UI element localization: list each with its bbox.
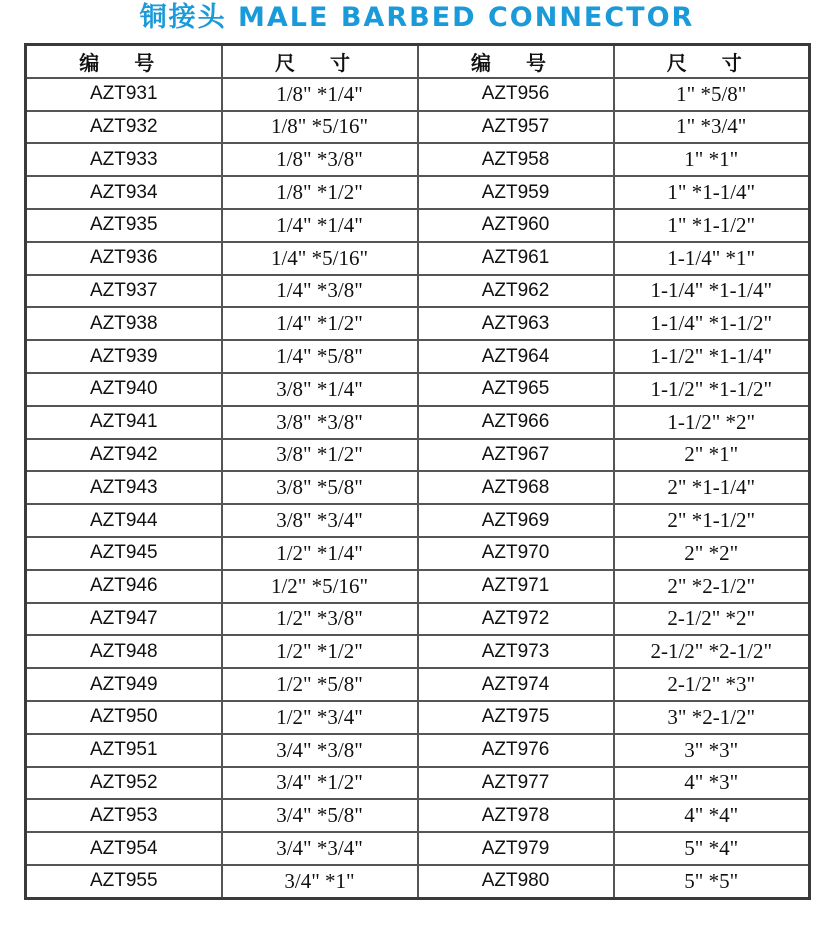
table-row: [26, 537, 810, 570]
code-cell: AZT943: [26, 471, 222, 504]
code-cell: AZT978: [418, 799, 614, 832]
size-cell: 1/8" *5/16": [222, 111, 418, 144]
code-cell: AZT973: [418, 635, 614, 668]
code-cell: AZT968: [418, 471, 614, 504]
table-row: [26, 373, 810, 406]
size-cell: 1-1/4" *1-1/4": [614, 275, 810, 308]
header-size-right: 尺 寸: [614, 45, 810, 78]
table-row: [26, 865, 810, 898]
code-cell: AZT970: [418, 537, 614, 570]
code-cell: AZT962: [418, 275, 614, 308]
code-cell: AZT945: [26, 537, 222, 570]
size-cell: 5" *4": [614, 832, 810, 865]
table-row: [26, 242, 810, 275]
code-cell: AZT956: [418, 78, 614, 111]
table-row: [26, 767, 810, 800]
code-cell: AZT967: [418, 439, 614, 472]
code-cell: AZT979: [418, 832, 614, 865]
code-cell: AZT952: [26, 767, 222, 800]
size-cell: 1/2" *5/16": [222, 570, 418, 603]
code-cell: AZT950: [26, 701, 222, 734]
size-cell: 1-1/2" *2": [614, 406, 810, 439]
size-cell: 1-1/2" *1-1/2": [614, 373, 810, 406]
code-cell: AZT953: [26, 799, 222, 832]
code-cell: AZT942: [26, 439, 222, 472]
code-cell: AZT961: [418, 242, 614, 275]
code-cell: AZT974: [418, 668, 614, 701]
code-cell: AZT937: [26, 275, 222, 308]
table-row: [26, 734, 810, 767]
size-cell: 4" *4": [614, 799, 810, 832]
table-row: [26, 406, 810, 439]
code-cell: AZT960: [418, 209, 614, 242]
code-cell: AZT932: [26, 111, 222, 144]
size-cell: 3/4" *1/2": [222, 767, 418, 800]
size-cell: 3/8" *3/4": [222, 504, 418, 537]
size-cell: 1-1/2" *1-1/4": [614, 340, 810, 373]
table-row: [26, 439, 810, 472]
size-cell: 4" *3": [614, 767, 810, 800]
size-cell: 3" *2-1/2": [614, 701, 810, 734]
size-cell: 2-1/2" *2-1/2": [614, 635, 810, 668]
size-cell: 1/4" *5/8": [222, 340, 418, 373]
page-title: 铜接头 MALE BARBED CONNECTOR: [139, 2, 695, 33]
size-cell: 1" *3/4": [614, 111, 810, 144]
size-cell: 1/8" *1/2": [222, 176, 418, 209]
size-cell: 2" *2-1/2": [614, 570, 810, 603]
code-cell: AZT954: [26, 832, 222, 865]
code-cell: AZT934: [26, 176, 222, 209]
table-row: [26, 635, 810, 668]
code-cell: AZT933: [26, 143, 222, 176]
size-cell: 1" *5/8": [614, 78, 810, 111]
table-body: [26, 78, 810, 898]
code-cell: AZT938: [26, 307, 222, 340]
header-code-right: 编 号: [418, 45, 614, 78]
code-cell: AZT940: [26, 373, 222, 406]
code-cell: AZT959: [418, 176, 614, 209]
size-cell: 2" *1-1/4": [614, 471, 810, 504]
size-cell: 1/4" *1/2": [222, 307, 418, 340]
size-cell: 2-1/2" *3": [614, 668, 810, 701]
table-row: [26, 471, 810, 504]
size-cell: 1/2" *5/8": [222, 668, 418, 701]
code-cell: AZT971: [418, 570, 614, 603]
table-row: [26, 603, 810, 636]
connector-spec-table: [24, 43, 811, 900]
code-cell: AZT951: [26, 734, 222, 767]
table-row: [26, 78, 810, 111]
code-cell: AZT944: [26, 504, 222, 537]
table-row: [26, 111, 810, 144]
size-cell: 3/8" *5/8": [222, 471, 418, 504]
code-cell: AZT958: [418, 143, 614, 176]
code-cell: AZT980: [418, 865, 614, 898]
size-cell: 3/4" *3/8": [222, 734, 418, 767]
table-row: [26, 209, 810, 242]
size-cell: 1/2" *1/2": [222, 635, 418, 668]
size-cell: 2" *2": [614, 537, 810, 570]
size-cell: 3/4" *5/8": [222, 799, 418, 832]
code-cell: AZT946: [26, 570, 222, 603]
table-row: [26, 143, 810, 176]
size-cell: 2" *1": [614, 439, 810, 472]
size-cell: 1/2" *3/8": [222, 603, 418, 636]
code-cell: AZT964: [418, 340, 614, 373]
code-cell: AZT935: [26, 209, 222, 242]
code-cell: AZT969: [418, 504, 614, 537]
code-cell: AZT941: [26, 406, 222, 439]
code-cell: AZT965: [418, 373, 614, 406]
size-cell: 1/8" *3/8": [222, 143, 418, 176]
size-cell: 3/8" *1/2": [222, 439, 418, 472]
table-row: [26, 275, 810, 308]
code-cell: AZT972: [418, 603, 614, 636]
size-cell: 1/4" *1/4": [222, 209, 418, 242]
table-row: [26, 832, 810, 865]
table-row: [26, 176, 810, 209]
size-cell: 1/2" *3/4": [222, 701, 418, 734]
size-cell: 1/8" *1/4": [222, 78, 418, 111]
code-cell: AZT955: [26, 865, 222, 898]
code-cell: AZT948: [26, 635, 222, 668]
size-cell: 3/4" *3/4": [222, 832, 418, 865]
table-row: [26, 340, 810, 373]
table-row: [26, 504, 810, 537]
code-cell: AZT947: [26, 603, 222, 636]
size-cell: 1" *1-1/4": [614, 176, 810, 209]
code-cell: AZT976: [418, 734, 614, 767]
table-row: [26, 668, 810, 701]
size-cell: 1" *1": [614, 143, 810, 176]
size-cell: 1-1/4" *1": [614, 242, 810, 275]
table-row: [26, 701, 810, 734]
header-code-left: 编 号: [26, 45, 222, 78]
size-cell: 3/8" *1/4": [222, 373, 418, 406]
size-cell: 2" *1-1/2": [614, 504, 810, 537]
size-cell: 1-1/4" *1-1/2": [614, 307, 810, 340]
table-row: [26, 799, 810, 832]
code-cell: AZT963: [418, 307, 614, 340]
size-cell: 1/4" *5/16": [222, 242, 418, 275]
size-cell: 2-1/2" *2": [614, 603, 810, 636]
header-size-left: 尺 寸: [222, 45, 418, 78]
size-cell: 5" *5": [614, 865, 810, 898]
table-header-row: [26, 45, 810, 78]
size-cell: 3" *3": [614, 734, 810, 767]
table-row: [26, 570, 810, 603]
code-cell: AZT936: [26, 242, 222, 275]
code-cell: AZT957: [418, 111, 614, 144]
code-cell: AZT939: [26, 340, 222, 373]
size-cell: 1/4" *3/8": [222, 275, 418, 308]
code-cell: AZT949: [26, 668, 222, 701]
size-cell: 1/2" *1/4": [222, 537, 418, 570]
code-cell: AZT975: [418, 701, 614, 734]
table-row: [26, 307, 810, 340]
code-cell: AZT966: [418, 406, 614, 439]
size-cell: 3/8" *3/8": [222, 406, 418, 439]
code-cell: AZT931: [26, 78, 222, 111]
size-cell: 3/4" *1": [222, 865, 418, 898]
code-cell: AZT977: [418, 767, 614, 800]
size-cell: 1" *1-1/2": [614, 209, 810, 242]
